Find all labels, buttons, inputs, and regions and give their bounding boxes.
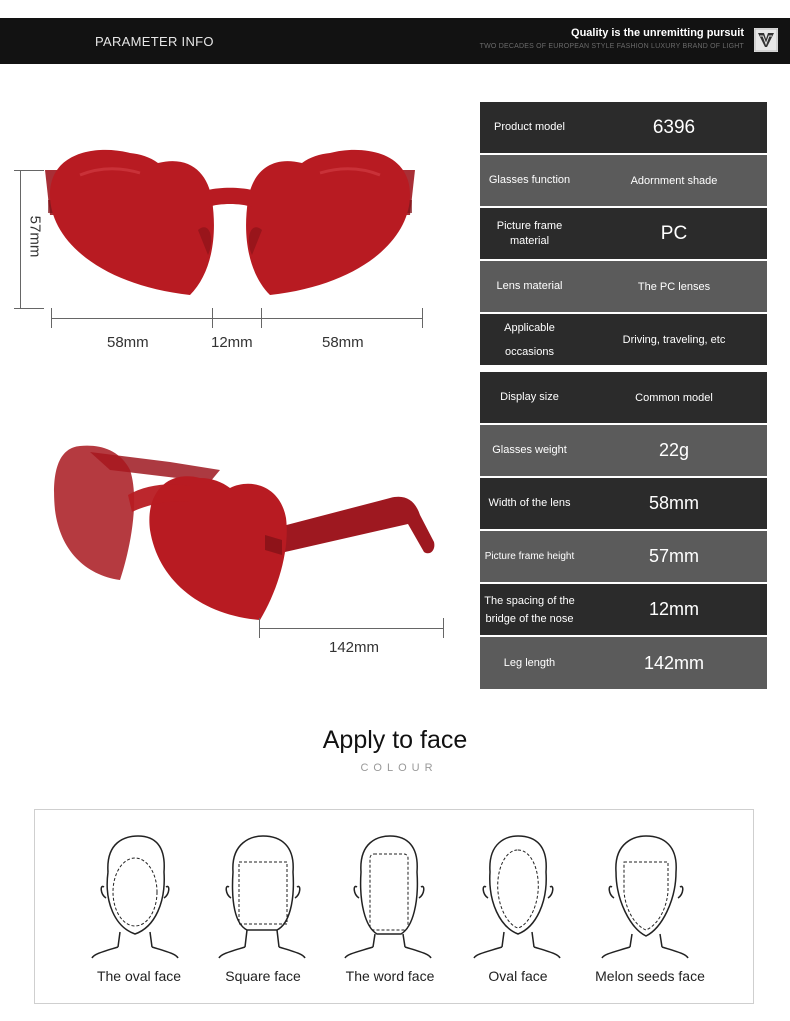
row-label: Picture frame height [484, 551, 575, 562]
row-value: The PC lenses [637, 280, 711, 293]
face-label-square: Square face [225, 968, 301, 984]
banner-title: PARAMETER INFO [95, 34, 214, 49]
row-label: Picture frame material [496, 219, 563, 247]
header-banner [0, 18, 790, 64]
glasses-front-image [40, 145, 420, 305]
table-row [480, 314, 767, 365]
oval-face-icon [90, 832, 180, 962]
square-face-icon [217, 832, 307, 962]
width-tick-1 [51, 308, 52, 328]
row-value: Adornment shade [630, 174, 718, 187]
spec-table-size [480, 372, 767, 689]
row-label: Glasses weight [492, 444, 567, 456]
face-label-word: The word face [345, 968, 435, 984]
row-label: Width of the lens [488, 497, 571, 509]
row-value: 6396 [652, 116, 696, 138]
height-tick-bottom [14, 308, 44, 309]
width-tick-3 [261, 308, 262, 328]
lens-left-label: 58mm [107, 334, 149, 351]
face-label-oval-2: Oval face [488, 968, 548, 984]
table-row [480, 425, 767, 476]
brand-logo-icon [754, 28, 778, 52]
row-value: PC [660, 222, 688, 244]
leg-dimension-line [259, 628, 443, 629]
table-row [480, 208, 767, 259]
row-value: 12mm [648, 599, 699, 619]
leg-label: 142mm [329, 639, 380, 656]
row-value: 22g [658, 440, 690, 460]
glasses-side-image [50, 440, 440, 630]
width-tick-4 [422, 308, 423, 328]
height-tick-top [14, 170, 44, 171]
row-value: Driving, traveling, etc [622, 333, 726, 346]
leg-tick-left [259, 618, 260, 638]
table-row [480, 102, 767, 153]
row-value: 57mm [648, 546, 699, 566]
row-value: 58mm [648, 493, 699, 513]
face-label-melon-seeds: Melon seeds face [595, 968, 705, 984]
table-row [480, 372, 767, 423]
lens-right-label: 58mm [322, 334, 364, 351]
spec-table-basic [480, 102, 767, 365]
face-shapes-panel [34, 809, 754, 1004]
word-face-icon [343, 832, 433, 962]
oval-face-2-icon [472, 832, 562, 962]
table-row [480, 155, 767, 206]
table-row [480, 531, 767, 582]
row-label: Applicable occasions [504, 321, 555, 358]
table-row [480, 637, 767, 689]
table-row [480, 261, 767, 312]
height-label: 57mm [26, 215, 44, 258]
row-label: Display size [500, 391, 559, 403]
row-value: Common model [635, 391, 713, 404]
row-label: Product model [494, 121, 565, 133]
table-row [480, 584, 767, 635]
width-tick-2 [212, 308, 213, 328]
banner-tagline: Quality is the unremitting pursuit [571, 27, 744, 39]
apply-section-subtitle: COLOUR [360, 762, 438, 774]
banner-subtagline: TWO DECADES OF EUROPEAN STYLE FASHION LUXURY BRAND OF LIGHT [479, 43, 744, 50]
row-label: Lens material [496, 280, 563, 292]
height-dimension-line [20, 170, 21, 308]
face-label-oval: The oval face [96, 968, 182, 984]
bridge-label: 12mm [211, 334, 253, 351]
apply-section-title: Apply to face [322, 726, 468, 754]
row-label: The spacing of the bridge of the nose [484, 594, 575, 625]
table-row [480, 478, 767, 529]
row-label: Glasses function [488, 174, 571, 186]
row-label: Leg length [503, 656, 556, 669]
melon-seeds-face-icon [600, 832, 690, 962]
width-dimension-line [51, 318, 423, 319]
row-value: 142mm [643, 652, 705, 673]
leg-tick-right [443, 618, 444, 638]
